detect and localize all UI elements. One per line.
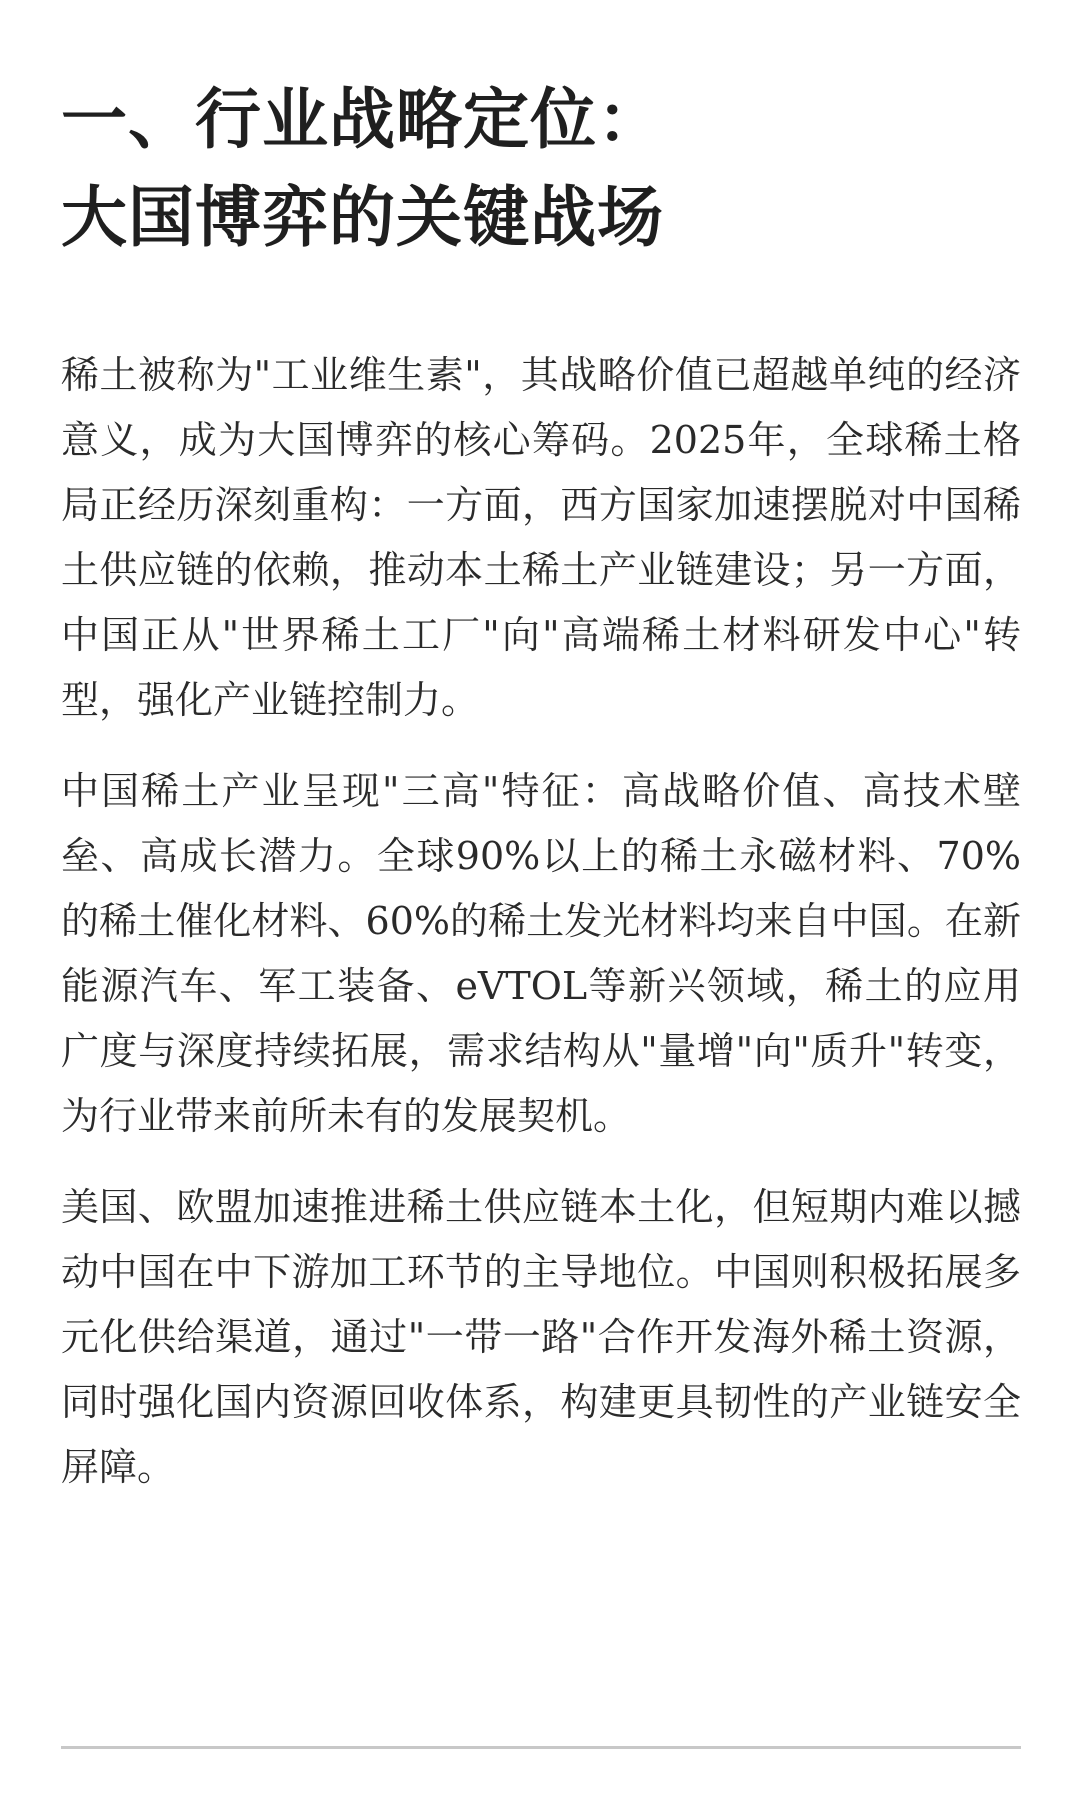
article (61, 70, 1021, 1526)
paragraph-2: 中国稀土产业呈现"三高"特征：高战略价值、高技术壁垒、高成长潜力。全球90%以上的稀土永磁材料、70%的稀土催化材料、60%的稀土发光材料均来自中国。在新能源汽车、军工装备、eVTOL等新兴领域，稀土的应用广度与深度持续拓展，需求结构从"量增"向"质升"转变，为行业带来前所未有的发展契机。 (61, 769, 1021, 1138)
article-body (61, 343, 1021, 1500)
section-title-line-2: 大国博弈的关键战场 (61, 178, 664, 256)
paragraph-3: 美国、欧盟加速推进稀土供应链本土化，但短期内难以撼动中国在中下游加工环节的主导地位。中国则积极拓展多元化供给渠道，通过"一带一路"合作开发海外稀土资源，同时强化国内资源回收体系，构建更具韧性的产业链安全屏障。 (61, 1185, 1021, 1489)
section-title-line-1: 一、行业战略定位： (61, 80, 664, 158)
bottom-divider (61, 1746, 1021, 1749)
section-title (61, 70, 1021, 266)
paragraph-1: 稀土被称为"工业维生素"，其战略价值已超越单纯的经济意义，成为大国博弈的核心筹码。2025年，全球稀土格局正经历深刻重构：一方面，西方国家加速摆脱对中国稀土供应链的依赖，推动本土稀土产业链建设；另一方面，中国正从"世界稀土工厂"向"高端稀土材料研发中心"转型，强化产业链控制力。 (61, 353, 1021, 722)
